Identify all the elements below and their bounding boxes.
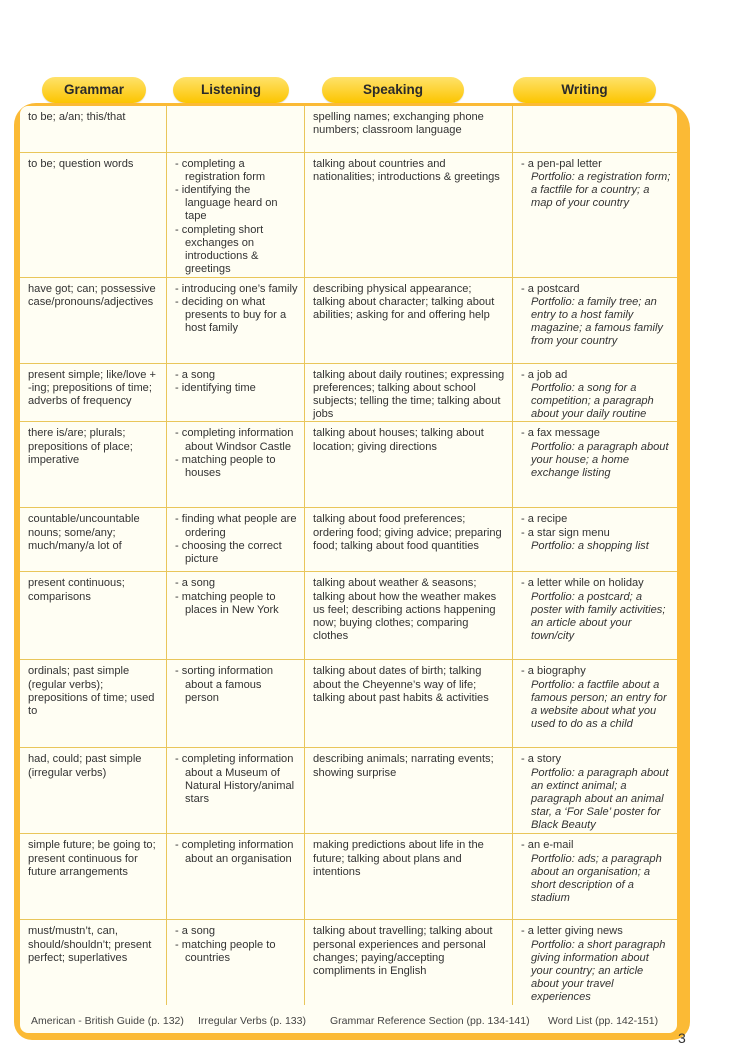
header-writing: Writing <box>513 77 656 103</box>
listening-item: - completing information about a Museum of Natural History/animal stars <box>175 753 295 805</box>
writing-cell <box>513 748 678 834</box>
portfolio-text: Portfolio: a shopping list <box>531 539 649 552</box>
grammar-cell: there is/are; plurals; prepositions of place; imperative <box>20 422 167 508</box>
speaking-cell: describing animals; narrating events; showing surprise <box>305 748 513 834</box>
writing-item: - a biography <box>521 665 586 678</box>
listening-item: - a song <box>175 925 216 938</box>
writing-item: - a story <box>521 753 562 766</box>
listening-item: - a song <box>175 577 216 590</box>
listening-item: - completing short exchanges on introductions & greetings <box>175 223 264 276</box>
grammar-cell: ordinals; past simple (regular verbs); prepositions of time; used to <box>20 660 167 748</box>
writing-cell <box>513 152 678 277</box>
table-row <box>20 920 677 1005</box>
grammar-cell: present continuous; comparisons <box>20 572 167 660</box>
grammar-cell: must/mustn’t, can, should/shouldn’t; present perfect; superlatives <box>20 920 167 1005</box>
table-row <box>20 748 677 834</box>
table-row <box>20 508 677 572</box>
writing-cell <box>513 920 678 1005</box>
portfolio-text: Portfolio: a short paragraph giving information about your country; an article about your travel experiences <box>531 938 666 1004</box>
listening-item: - choosing the correct picture <box>175 539 282 565</box>
speaking-cell: talking about countries and nationalities; introductions & greetings <box>305 152 513 277</box>
writing-item: - a job ad <box>521 368 568 381</box>
speaking-cell: talking about dates of birth; talking about the Cheyenne’s way of life; talking about past habits & activities <box>305 660 513 748</box>
listening-item: - completing information about Windsor Castle <box>175 427 294 453</box>
grammar-cell: to be; question words <box>20 152 167 277</box>
listening-item: - a song <box>175 368 216 381</box>
footer-guide: American - British Guide (p. 132) <box>31 1015 184 1027</box>
writing-cell <box>513 277 678 363</box>
writing-item: - a star sign menu <box>521 526 610 539</box>
listening-item: - sorting information about a famous person <box>175 665 274 704</box>
header-grammar: Grammar <box>42 77 146 103</box>
speaking-cell: talking about weather & seasons; talking about how the weather makes us feel; describing actions happening now; buying clothes; comparing clothes <box>305 572 513 660</box>
listening-item: - identifying the language heard on tape <box>175 183 278 223</box>
listening-cell <box>167 920 305 1005</box>
footer-irregular-verbs: Irregular Verbs (p. 133) <box>198 1015 306 1027</box>
header-speaking: Speaking <box>322 77 464 103</box>
portfolio-text: Portfolio: a postcard; a poster with family activities; an article about your town/city <box>531 590 666 643</box>
listening-cell <box>167 422 305 508</box>
portfolio-text: Portfolio: a paragraph about an extinct animal; a paragraph about an animal star, a ‘For Sale’ poster for Black Beauty <box>531 766 669 832</box>
listening-cell <box>167 508 305 572</box>
grammar-cell: simple future; be going to; present continuous for future arrangements <box>20 834 167 920</box>
writing-item: - a fax message <box>521 427 600 440</box>
page-number: 3 <box>678 1030 686 1046</box>
writing-item: - a postcard <box>521 282 580 295</box>
listening-item: - completing information about an organisation <box>175 839 294 865</box>
speaking-cell: making predictions about life in the future; talking about plans and intentions <box>305 834 513 920</box>
table-row <box>20 660 677 748</box>
speaking-cell: talking about travelling; talking about personal experiences and personal changes; paying/accepting compliments in English <box>305 920 513 1005</box>
table-row <box>20 363 677 422</box>
speaking-cell: talking about food preferences; ordering food; giving advice; preparing food; talking about food quantities <box>305 508 513 572</box>
table-row <box>20 152 677 277</box>
listening-item: - identifying time <box>175 381 256 394</box>
writing-item: - a letter while on holiday <box>521 577 644 590</box>
writing-cell <box>513 106 678 152</box>
portfolio-text: Portfolio: a song for a competition; a paragraph about your daily routine <box>531 381 654 421</box>
grammar-cell: had, could; past simple (irregular verbs) <box>20 748 167 834</box>
listening-cell <box>167 106 305 152</box>
table-row <box>20 106 677 152</box>
listening-cell <box>167 834 305 920</box>
portfolio-text: Portfolio: ads; a paragraph about an organisation; a short description of a stadium <box>531 852 662 905</box>
grammar-cell: to be; a/an; this/that <box>20 106 167 152</box>
table-row <box>20 834 677 920</box>
writing-item: - a letter giving news <box>521 925 623 938</box>
writing-cell <box>513 363 678 422</box>
footer <box>20 1012 677 1032</box>
column-headers <box>0 77 737 105</box>
listening-item: - finding what people are ordering <box>175 513 297 539</box>
speaking-cell: describing physical appearance; talking about character; talking about abilities; asking for and offering help <box>305 277 513 363</box>
writing-cell <box>513 572 678 660</box>
footer-word-list: Word List (pp. 142-151) <box>548 1015 659 1027</box>
writing-cell <box>513 660 678 748</box>
writing-cell <box>513 834 678 920</box>
table-panel <box>20 106 677 1033</box>
speaking-cell: talking about daily routines; expressing preferences; talking about school subjects; telling the time; talking about jobs <box>305 363 513 422</box>
portfolio-text: Portfolio: a factfile about a famous person; an entry for a website about what you used to do as a child <box>531 678 667 731</box>
table-row <box>20 422 677 508</box>
contents-table <box>20 106 677 1005</box>
table-row <box>20 572 677 660</box>
listening-cell <box>167 660 305 748</box>
writing-cell <box>513 508 678 572</box>
listening-item: - matching people to places in New York <box>175 590 279 616</box>
writing-item: - a recipe <box>521 513 568 526</box>
table-row <box>20 277 677 363</box>
grammar-cell: present simple; like/love + -ing; prepositions of time; adverbs of frequency <box>20 363 167 422</box>
listening-cell <box>167 277 305 363</box>
listening-item: - matching people to countries <box>175 938 276 964</box>
portfolio-text: Portfolio: a registration form; a factfile for a country; a map of your country <box>531 170 671 210</box>
listening-item: - matching people to houses <box>175 453 276 479</box>
listening-item: - introducing one’s family <box>175 282 298 295</box>
portfolio-text: Portfolio: a family tree; an entry to a host family magazine; a famous family from your country <box>531 295 663 348</box>
writing-item: - an e-mail <box>521 839 574 852</box>
footer-grammar-reference: Grammar Reference Section (pp. 134-141) <box>330 1015 530 1027</box>
header-listening: Listening <box>173 77 289 103</box>
writing-item: - a pen-pal letter <box>521 157 602 170</box>
writing-cell <box>513 422 678 508</box>
portfolio-text: Portfolio: a paragraph about your house; a home exchange listing <box>531 440 669 479</box>
listening-item: - completing a registration form <box>175 157 266 183</box>
listening-cell <box>167 363 305 422</box>
listening-cell <box>167 152 305 277</box>
grammar-cell: countable/uncountable nouns; some/any; much/many/a lot of <box>20 508 167 572</box>
listening-cell <box>167 748 305 834</box>
speaking-cell: spelling names; exchanging phone numbers; classroom language <box>305 106 513 152</box>
speaking-cell: talking about houses; talking about location; giving directions <box>305 422 513 508</box>
listening-cell <box>167 572 305 660</box>
listening-item: - deciding on what presents to buy for a host family <box>175 295 287 335</box>
grammar-cell: have got; can; possessive case/pronouns/adjectives <box>20 277 167 363</box>
